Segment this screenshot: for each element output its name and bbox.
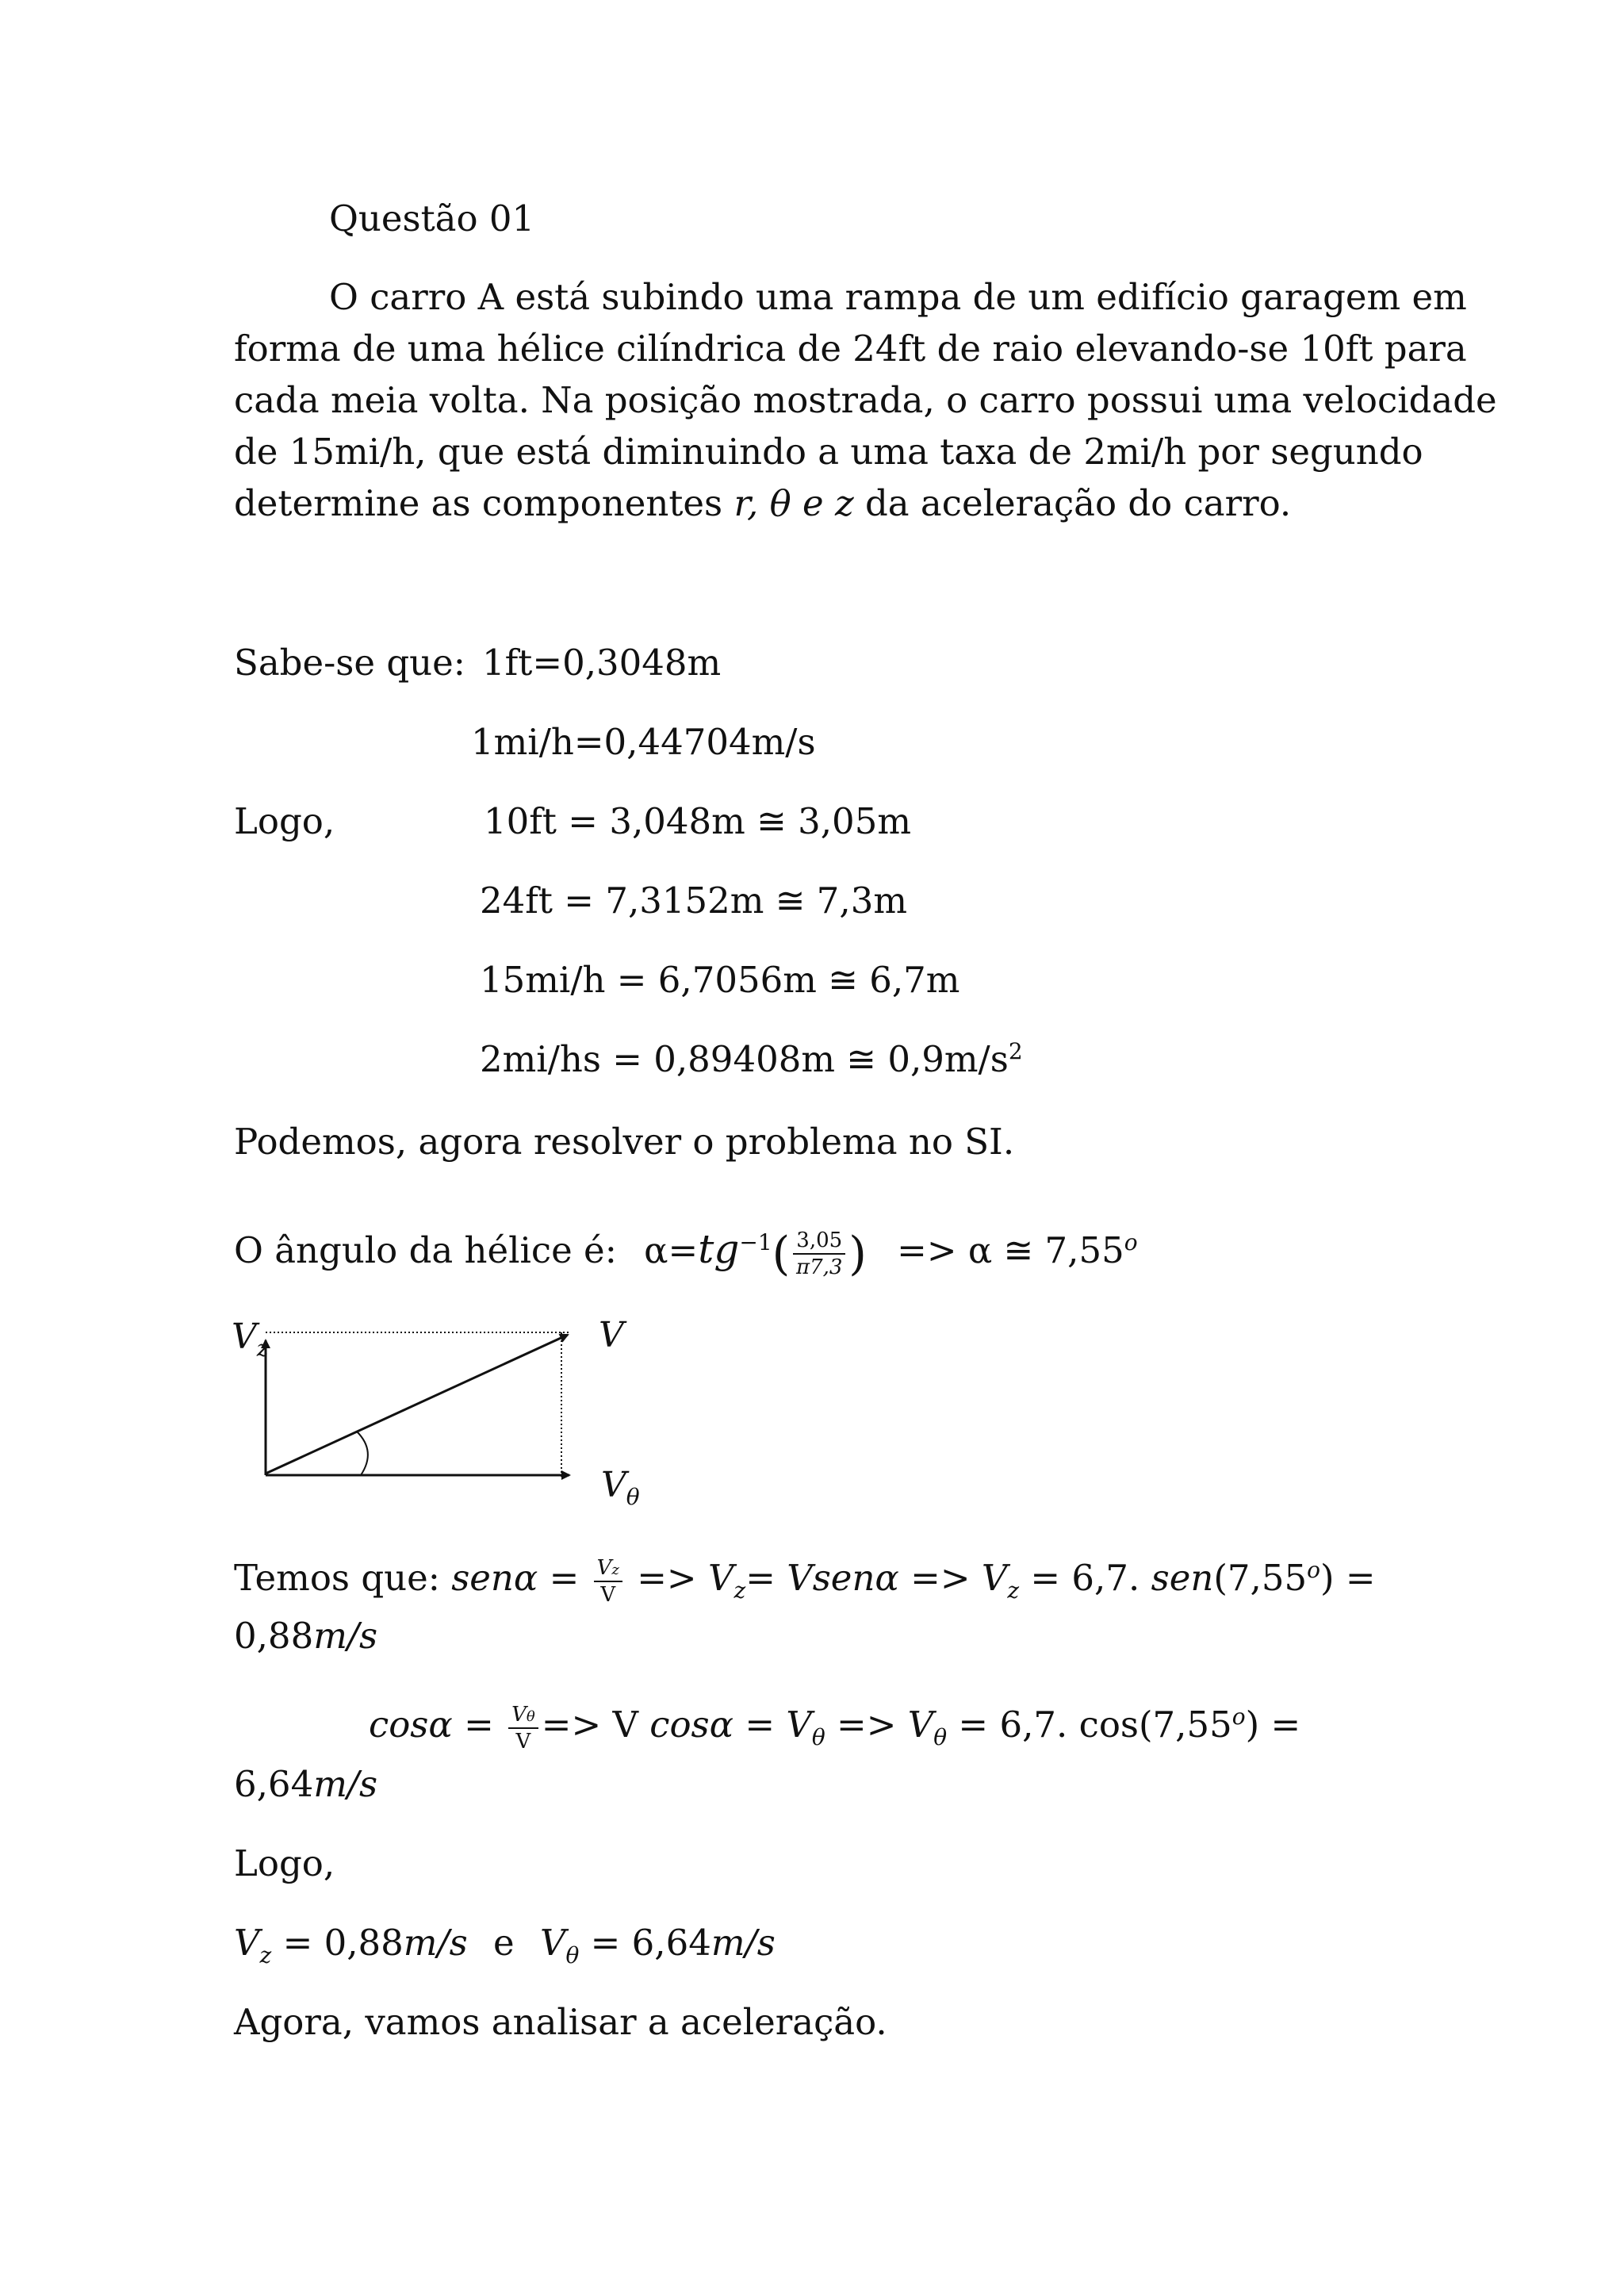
- vz-equation: Temos que: senα = $\frac{Vz}{V}$ => $V_z=$ Vsenα => $V_z = 6,7$. $sen(7,55^o)$ =: [234, 1555, 1376, 1607]
- problem-line-2: forma de uma hélice cilíndrica de 24ft de raio elevando-se 10ft para: [234, 328, 1467, 370]
- problem-line-1: O carro A está subindo uma rampa de um edifício garagem em: [329, 276, 1467, 318]
- mph-conversion: 1mi/h=0,44704m/s: [471, 721, 816, 763]
- conversion-1: 10ft = 3,048m ≅ 3,05m: [484, 800, 911, 842]
- velocity-results: $V_z = 0,88m/s$ e $V_\theta = 6,64m/s$: [234, 1922, 776, 1968]
- problem-line-5: determine as componentes r, θ e z da aceleração do carro.: [234, 482, 1292, 524]
- conversion-4: 2mi/hs = 0,89408m ≅ $0,9m/s^2$: [480, 1038, 1023, 1080]
- vz-result-line: 0,88m/s: [234, 1615, 378, 1657]
- angle-fraction: $\frac{3,05}{\pi 7,3}$: [793, 1230, 845, 1278]
- problem-line-4: de 15mi/h, que está diminuindo a uma taxa de 2mi/h por segundo: [234, 431, 1423, 473]
- vz-fraction: $\frac{Vz}{V}$: [594, 1558, 622, 1605]
- conversion-2: 24ft = 7,3152m ≅ 7,3m: [480, 880, 907, 922]
- closing-text: Agora, vamos analisar a aceleração.: [234, 2001, 887, 2043]
- v-label: V: [599, 1315, 624, 1355]
- problem-line-3: cada meia volta. Na posição mostrada, o carro possui uma velocidade: [234, 379, 1497, 421]
- vtheta-fraction: $\frac{V\theta}{V}$: [508, 1704, 538, 1752]
- angle-arc: [357, 1432, 368, 1475]
- velocity-diagram: [230, 1313, 674, 1519]
- question-heading: Questão 01: [329, 197, 535, 240]
- logo-label: Logo,: [234, 800, 335, 842]
- logo-label-2: Logo,: [234, 1842, 335, 1884]
- vtheta-label: $V_\theta$: [601, 1465, 640, 1510]
- si-statement: Podemos, agora resolver o problema no SI.: [234, 1121, 1015, 1163]
- vtheta-result-line: 6,64m/s: [234, 1763, 378, 1805]
- v-arrow: [266, 1335, 568, 1474]
- component-variables: r, θ e z: [733, 482, 854, 524]
- helix-angle-equation: O ângulo da hélice é: $\alpha=tg^{-1}$( $\frac{3,05}{\pi 7,3}$ ) => α ≅ 7,55$^o$: [234, 1226, 1138, 1281]
- ft-conversion: 1ft=0,3048m: [482, 642, 722, 684]
- conversion-3: 15mi/h = 6,7056m ≅ 6,7m: [480, 959, 960, 1001]
- known-label: Sabe-se que:: [234, 642, 465, 684]
- vz-label: $V_z$: [232, 1317, 269, 1362]
- vtheta-equation: cosα = $\frac{V\theta}{V}$ => V $\cos\alpha = V_\theta => V_\theta = 6,7$. $\cos(7,55^o)$ =: [369, 1702, 1301, 1754]
